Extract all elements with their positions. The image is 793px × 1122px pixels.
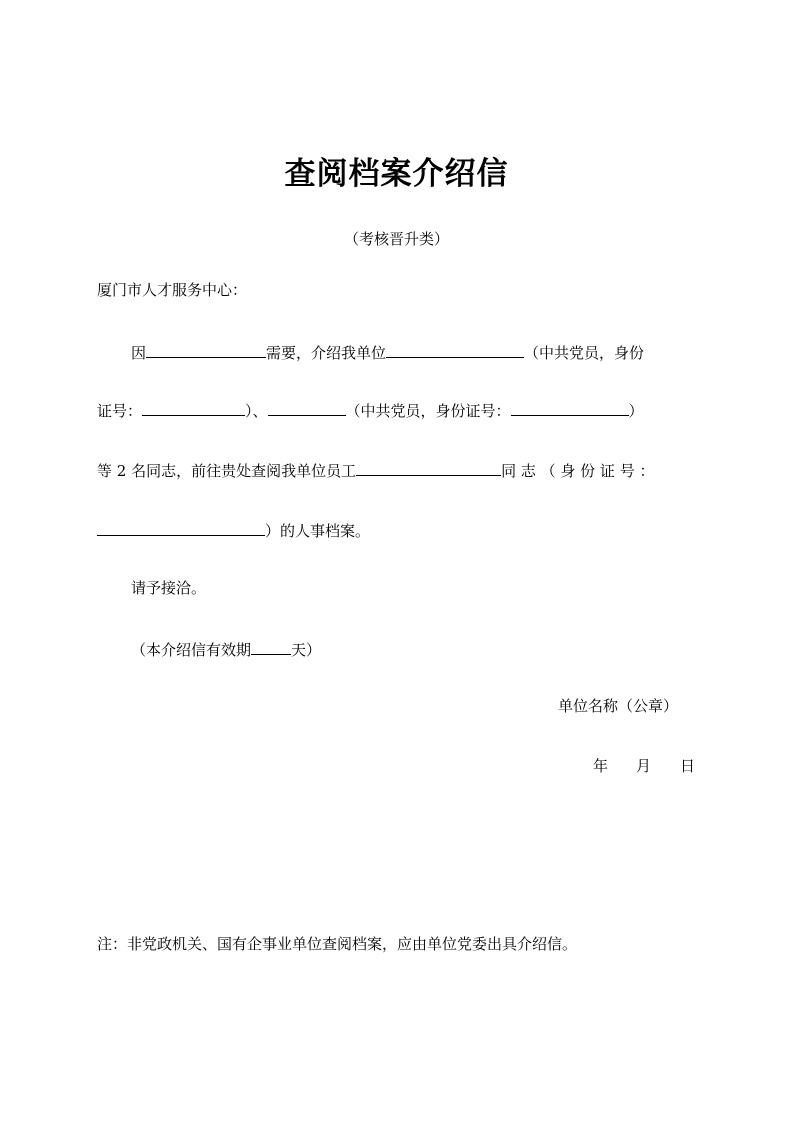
employee-name-blank[interactable] — [356, 458, 501, 476]
person1-id-blank[interactable] — [142, 398, 245, 416]
footnote: 注：非党政机关、国有企事业单位查阅档案，应由单位党委出具介绍信。 — [97, 935, 578, 953]
addressee: 厦门市人才服务中心： — [97, 281, 248, 299]
text-comrade-id: 同 志 （ 身 份 证 号 ： — [501, 462, 655, 480]
validity-days-blank[interactable] — [251, 637, 291, 655]
text-because: 因 — [131, 344, 147, 362]
text-close-paren: ） — [628, 402, 644, 420]
person2-id-blank[interactable] — [511, 398, 629, 416]
please-receive: 请予接洽。 — [131, 579, 207, 597]
validity-prefix: （本介绍信有效期 — [131, 641, 252, 659]
paragraph-line-2 — [97, 398, 644, 421]
reason-blank[interactable] — [146, 340, 266, 358]
text-two-comrades: 等 2 名同志，前往贵处查阅我单位员工 — [97, 462, 357, 480]
page-subtitle: （考核晋升类） — [343, 230, 449, 248]
text-separator: ）、 — [245, 402, 268, 420]
text-party-member-id-2: （中共党员，身份证号： — [345, 402, 511, 420]
text-party-member-id-1: （中共党员，身份 — [524, 344, 645, 362]
date-year: 年 — [593, 757, 609, 775]
validity-suffix: 天） — [291, 641, 322, 659]
person2-name-blank[interactable] — [268, 398, 346, 416]
date-month: 月 — [636, 757, 652, 775]
paragraph-line-4 — [97, 518, 370, 541]
date-day: 日 — [680, 757, 696, 775]
signature-unit-seal: 单位名称（公章） — [558, 697, 679, 715]
person1-name-blank[interactable] — [386, 340, 524, 358]
paragraph-line-1 — [131, 340, 644, 363]
employee-id-blank[interactable] — [97, 518, 265, 536]
validity-line — [131, 637, 321, 660]
text-personnel-file: ）的人事档案。 — [265, 522, 371, 540]
page-title: 查阅档案介绍信 — [284, 156, 509, 192]
text-id-number: 证号： — [97, 402, 143, 420]
text-need-introduce: 需要，介绍我单位 — [266, 344, 387, 362]
paragraph-line-3 — [97, 458, 654, 481]
